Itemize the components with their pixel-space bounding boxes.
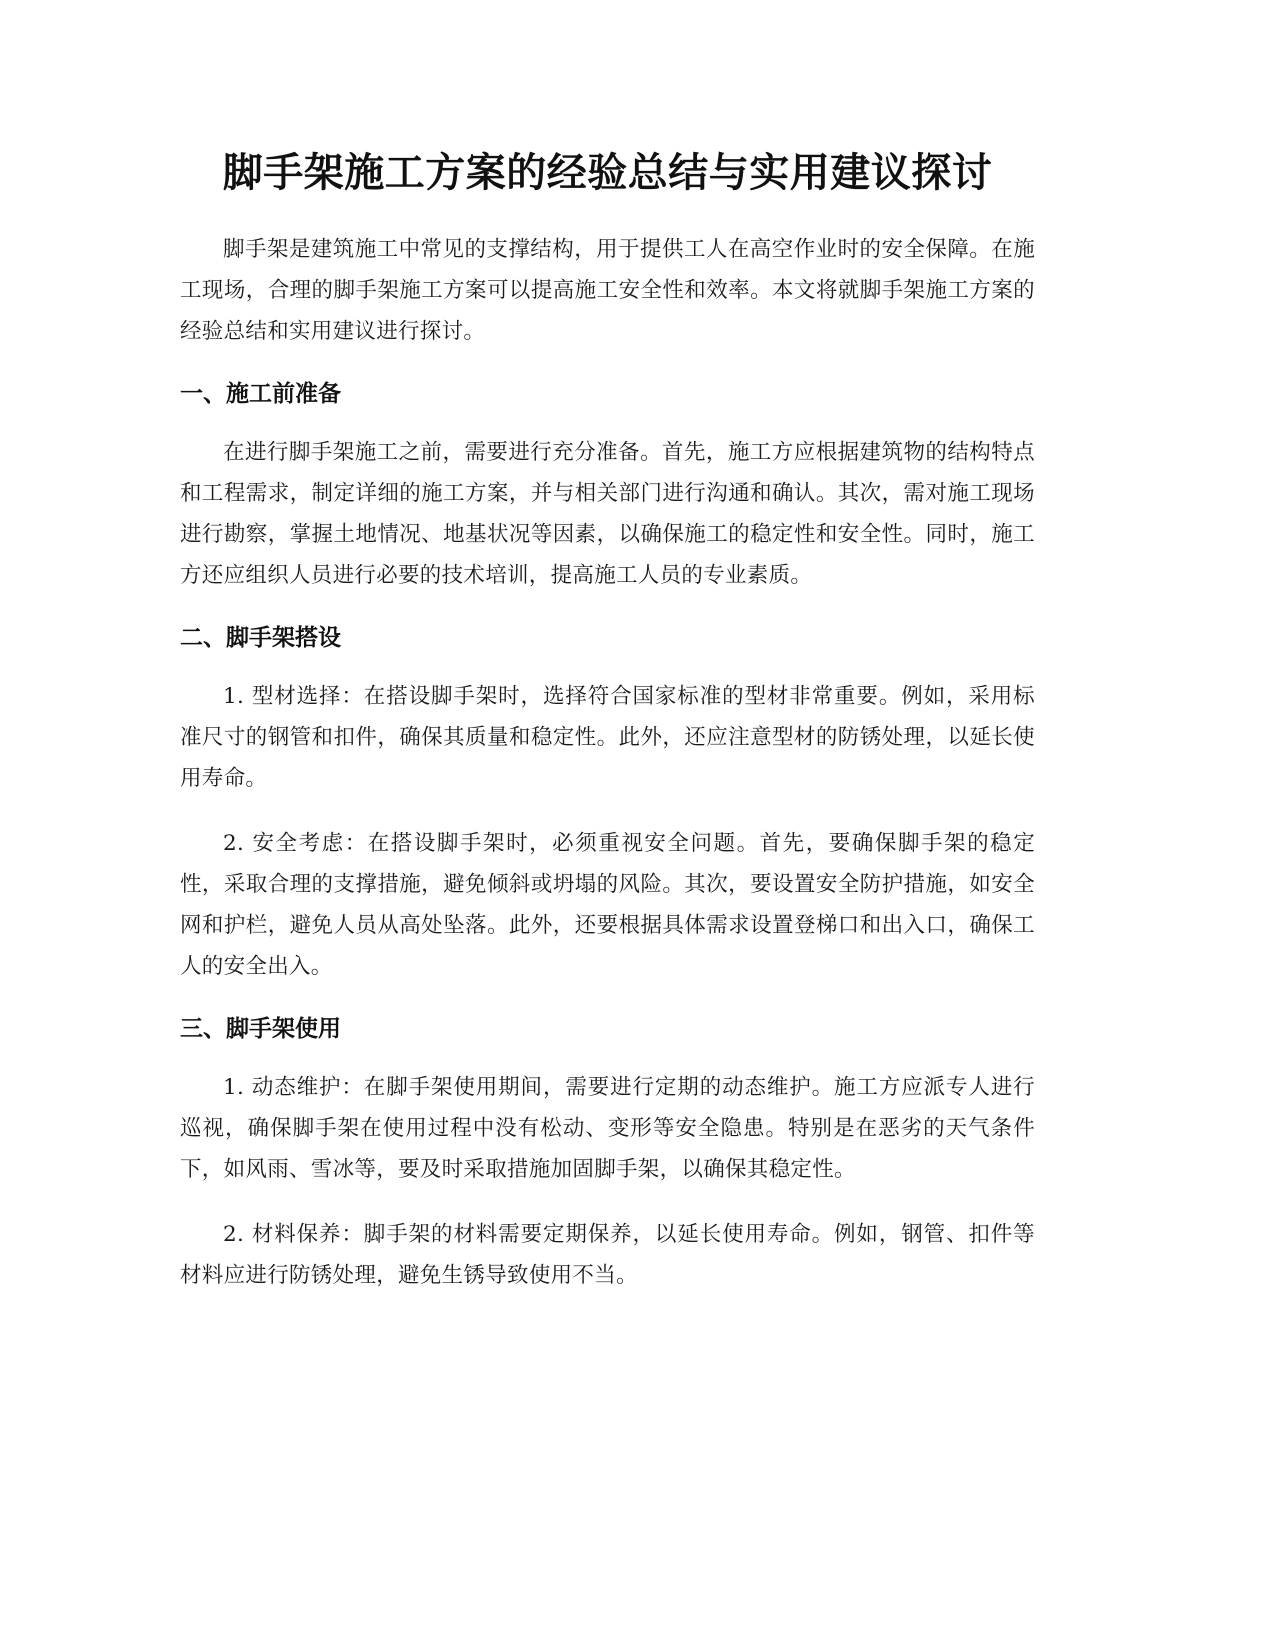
usage-paragraph-maintenance: 1. 动态维护：在脚手架使用期间，需要进行定期的动态维护。施工方应派专人进行巡视，确保脚手架在使用过程中没有松动、变形等安全隐患。特别是在恶劣的天气条件下，如风雨、雪冰等，要及时采取措施加固脚手架，以确保其稳定性。 xyxy=(180,1075,1035,1182)
intro-paragraph: 脚手架是建筑施工中常见的支撑结构，用于提供工人在高空作业时的安全保障。在施工现场，合理的脚手架施工方案可以提高施工安全性和效率。本文将就脚手架施工方案的经验总结和实用建议进行探讨。 xyxy=(180,237,1035,344)
section-heading-usage: 三、脚手架使用 xyxy=(180,1016,341,1042)
erection-paragraph-material: 1. 型材选择：在搭设脚手架时，选择符合国家标准的型材非常重要。例如，采用标准尺寸的钢管和扣件，确保其质量和稳定性。此外，还应注意型材的防锈处理，以延长使用寿命。 xyxy=(180,684,1035,791)
section-heading-erection: 二、脚手架搭设 xyxy=(180,625,341,651)
section-heading-preparation: 一、施工前准备 xyxy=(180,381,341,407)
erection-paragraph-safety: 2. 安全考虑：在搭设脚手架时，必须重视安全问题。首先，要确保脚手架的稳定性，采取合理的支撑措施，避免倾斜或坍塌的风险。其次，要设置安全防护措施，如安全网和护栏，避免人员从高处坠落。此外，还要根据具体需求设置登梯口和出入口，确保工人的安全出入。 xyxy=(180,831,1035,979)
usage-paragraph-upkeep: 2. 材料保养：脚手架的材料需要定期保养，以延长使用寿命。例如，钢管、扣件等材料应进行防锈处理，避免生锈导致使用不当。 xyxy=(180,1222,1035,1288)
document-page xyxy=(180,0,1035,1650)
document-body xyxy=(180,229,1035,1320)
document-title: 脚手架施工方案的经验总结与实用建议探讨 xyxy=(222,150,993,196)
preparation-paragraph: 在进行脚手架施工之前，需要进行充分准备。首先，施工方应根据建筑物的结构特点和工程需求，制定详细的施工方案，并与相关部门进行沟通和确认。其次，需对施工现场进行勘察，掌握土地情况、地基状况等因素，以确保施工的稳定性和安全性。同时，施工方还应组织人员进行必要的技术培训，提高施工人员的专业素质。 xyxy=(180,440,1035,588)
